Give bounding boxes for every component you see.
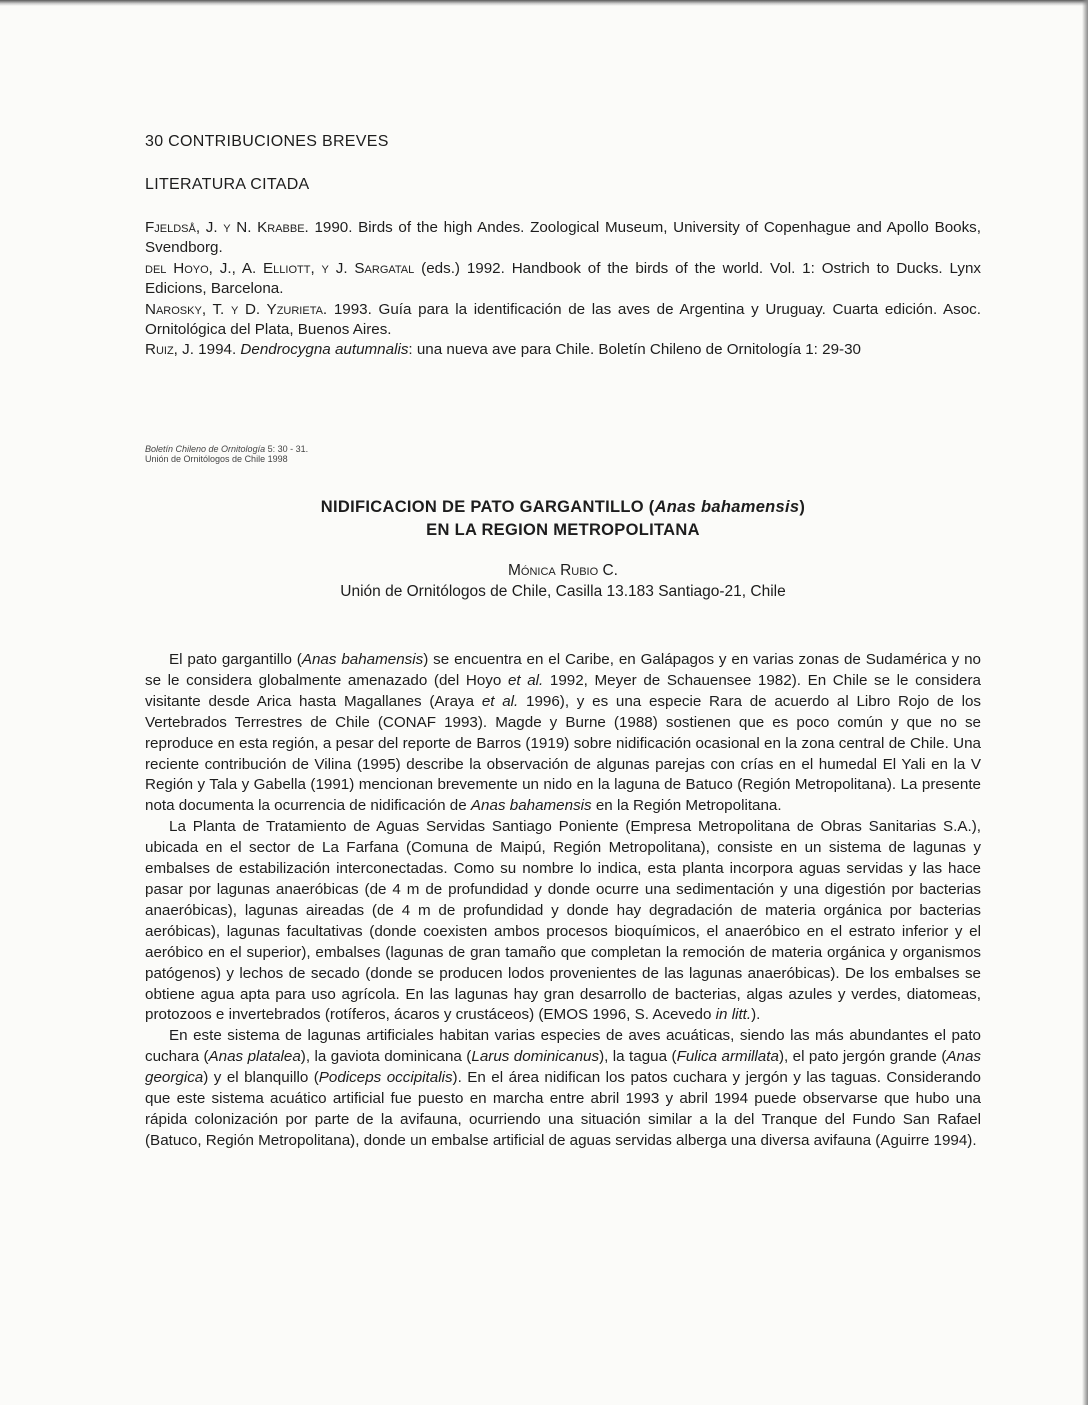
body-paragraph-2: La Planta de Tratamiento de Aguas Servidas Santiago Poniente (Empresa Metropolitana de Obras Sanitarias S.A.), ubicada en el sector de La Farfana (Comuna de Maipú, Región Metropolitana), consiste en un sistema de lagunas y embalses de estabilización interconectadas. Como su nombre lo indica, esta planta incorpora aguas servidas y las hace pasar por lagunas anaeróbicas (de 4 m de profundidad y donde ocurre una sedimentación y una digestión por bacterias anaeróbicas), lagunas aireadas (de 4 m de profundidad y donde hay degradación de materia orgánica por bacterias aeróbicas), lagunas facultativas (donde coexisten ambos procesos bioquímicos, el anaeróbico en el estrato inferior y el aeróbico en el superior), embalses (lagunas de gran tamaño que completan la remoción de materia orgánica y organismos patógenos) y lechos de secado (donde se producen lodos provenientes de las lagunas anaeróbicas). De los embalses se obtiene agua apta para uso agrícola. En las lagunas hay gran desarrollo de bacterias, algas azules y verdes, diatomeas, protozoos e invertebrados (rotíferos, ácaros y crustáceos) (EMOS 1996, S. Acevedo in litt.). bbox=[145, 818, 981, 1024]
references-list bbox=[145, 218, 981, 361]
reference-item: Fjeldså, J. y N. Krabbe. 1990. Birds of the high Andes. Zoological Museum, University of Copenhague and Apollo Books, Svendborg. bbox=[145, 219, 981, 257]
journal-name: Boletín Chileno de Ornitología bbox=[145, 444, 266, 454]
reference-item: Narosky, T. y D. Yzurieta. 1993. Guía para la identificación de las aves de Argentina y Uruguay. Cuarta edición. Asoc. Ornitológica del Plata, Buenos Aires. bbox=[145, 300, 981, 339]
author-affiliation: Unión de Ornitólogos de Chile, Casilla 13.183 Santiago-21, Chile bbox=[340, 583, 786, 600]
body-paragraph-1: El pato gargantillo (Anas bahamensis) se encuentra en el Caribe, en Galápagos y en varias zonas de Sudamérica y no se le considera globalmente amenazado (del Hoyo et al. 1992, Meyer de Schauensee 1982). En Chile se le considera visitante desde Arica hasta Magallanes (Araya et al. 1996), y es una especie Rara de acuerdo al Libro Rojo de los Vertebrados Terrestres de Chile (CONAF 1993). Magde y Burne (1988) sostienen que es poco común y que no se reproduce en esta región, a pesar del reporte de Barros (1919) sobre nidificación ocasional en la zona central de Chile. Una reciente contribución de Vilina (1995) describe la observación de algunas parejas con crías en el humedal El Yali en la V Región y Tala y Gabella (1991) mencionan brevemente un nido en la laguna de Batuco (Región Metropolitana). La presente nota documenta la ocurrencia de nidificación de Anas bahamensis en la Región Metropolitana. bbox=[145, 651, 982, 815]
running-header: 30 CONTRIBUCIONES BREVES bbox=[145, 133, 389, 150]
article-title: NIDIFICACION DE PATO GARGANTILLO (Anas bahamensis) EN LA REGION METROPOLITANA bbox=[320, 498, 806, 539]
title-species: Anas bahamensis bbox=[654, 498, 800, 516]
scan-edge-top bbox=[0, 0, 1088, 6]
scan-edge-right bbox=[1082, 0, 1088, 1405]
article-author: Mónica Rubio C. bbox=[508, 562, 618, 579]
journal-citation bbox=[145, 444, 308, 464]
article-body bbox=[145, 650, 981, 1152]
journal-pages: 5: 30 - 31. bbox=[265, 444, 309, 454]
reference-item: Ruiz, J. 1994. Dendrocygna autumnalis: una nueva ave para Chile. Boletín Chileno de Ornitología 1: 29-30 bbox=[145, 341, 861, 359]
reference-item: del Hoyo, J., A. Elliott, y J. Sargatal (eds.) 1992. Handbook of the birds of the world. Vol. 1: Ostrich to Ducks. Lynx Edicions, Barcelona. bbox=[145, 259, 982, 298]
references-heading: LITERATURA CITADA bbox=[145, 176, 310, 193]
body-paragraph-3: En este sistema de lagunas artificiales habitan varias especies de aves acuáticas, siendo las más abundantes el pato cuchara (Anas platalea), la gaviota dominicana (Larus dominicanus), la tagua (Fulica armillata), el pato jergón grande (Anas georgica) y el blanquillo (Podiceps occipitalis). En el área nidifican los patos cuchara y jergón y las taguas. Considerando que este sistema acuático artificial fue puesto en marcha entre abril 1993 y abril 1994 puede observarse que hubo una rápida colonización por parte de la avifauna, ocurriendo una situación similar a la del Tranque del Fundo San Rafael (Batuco, Región Metropolitana), donde un embalse artificial de aguas servidas alberga una diversa avifauna (Aguirre 1994). bbox=[145, 1027, 981, 1149]
journal-publisher: Unión de Ornitólogos de Chile 1998 bbox=[145, 454, 288, 464]
